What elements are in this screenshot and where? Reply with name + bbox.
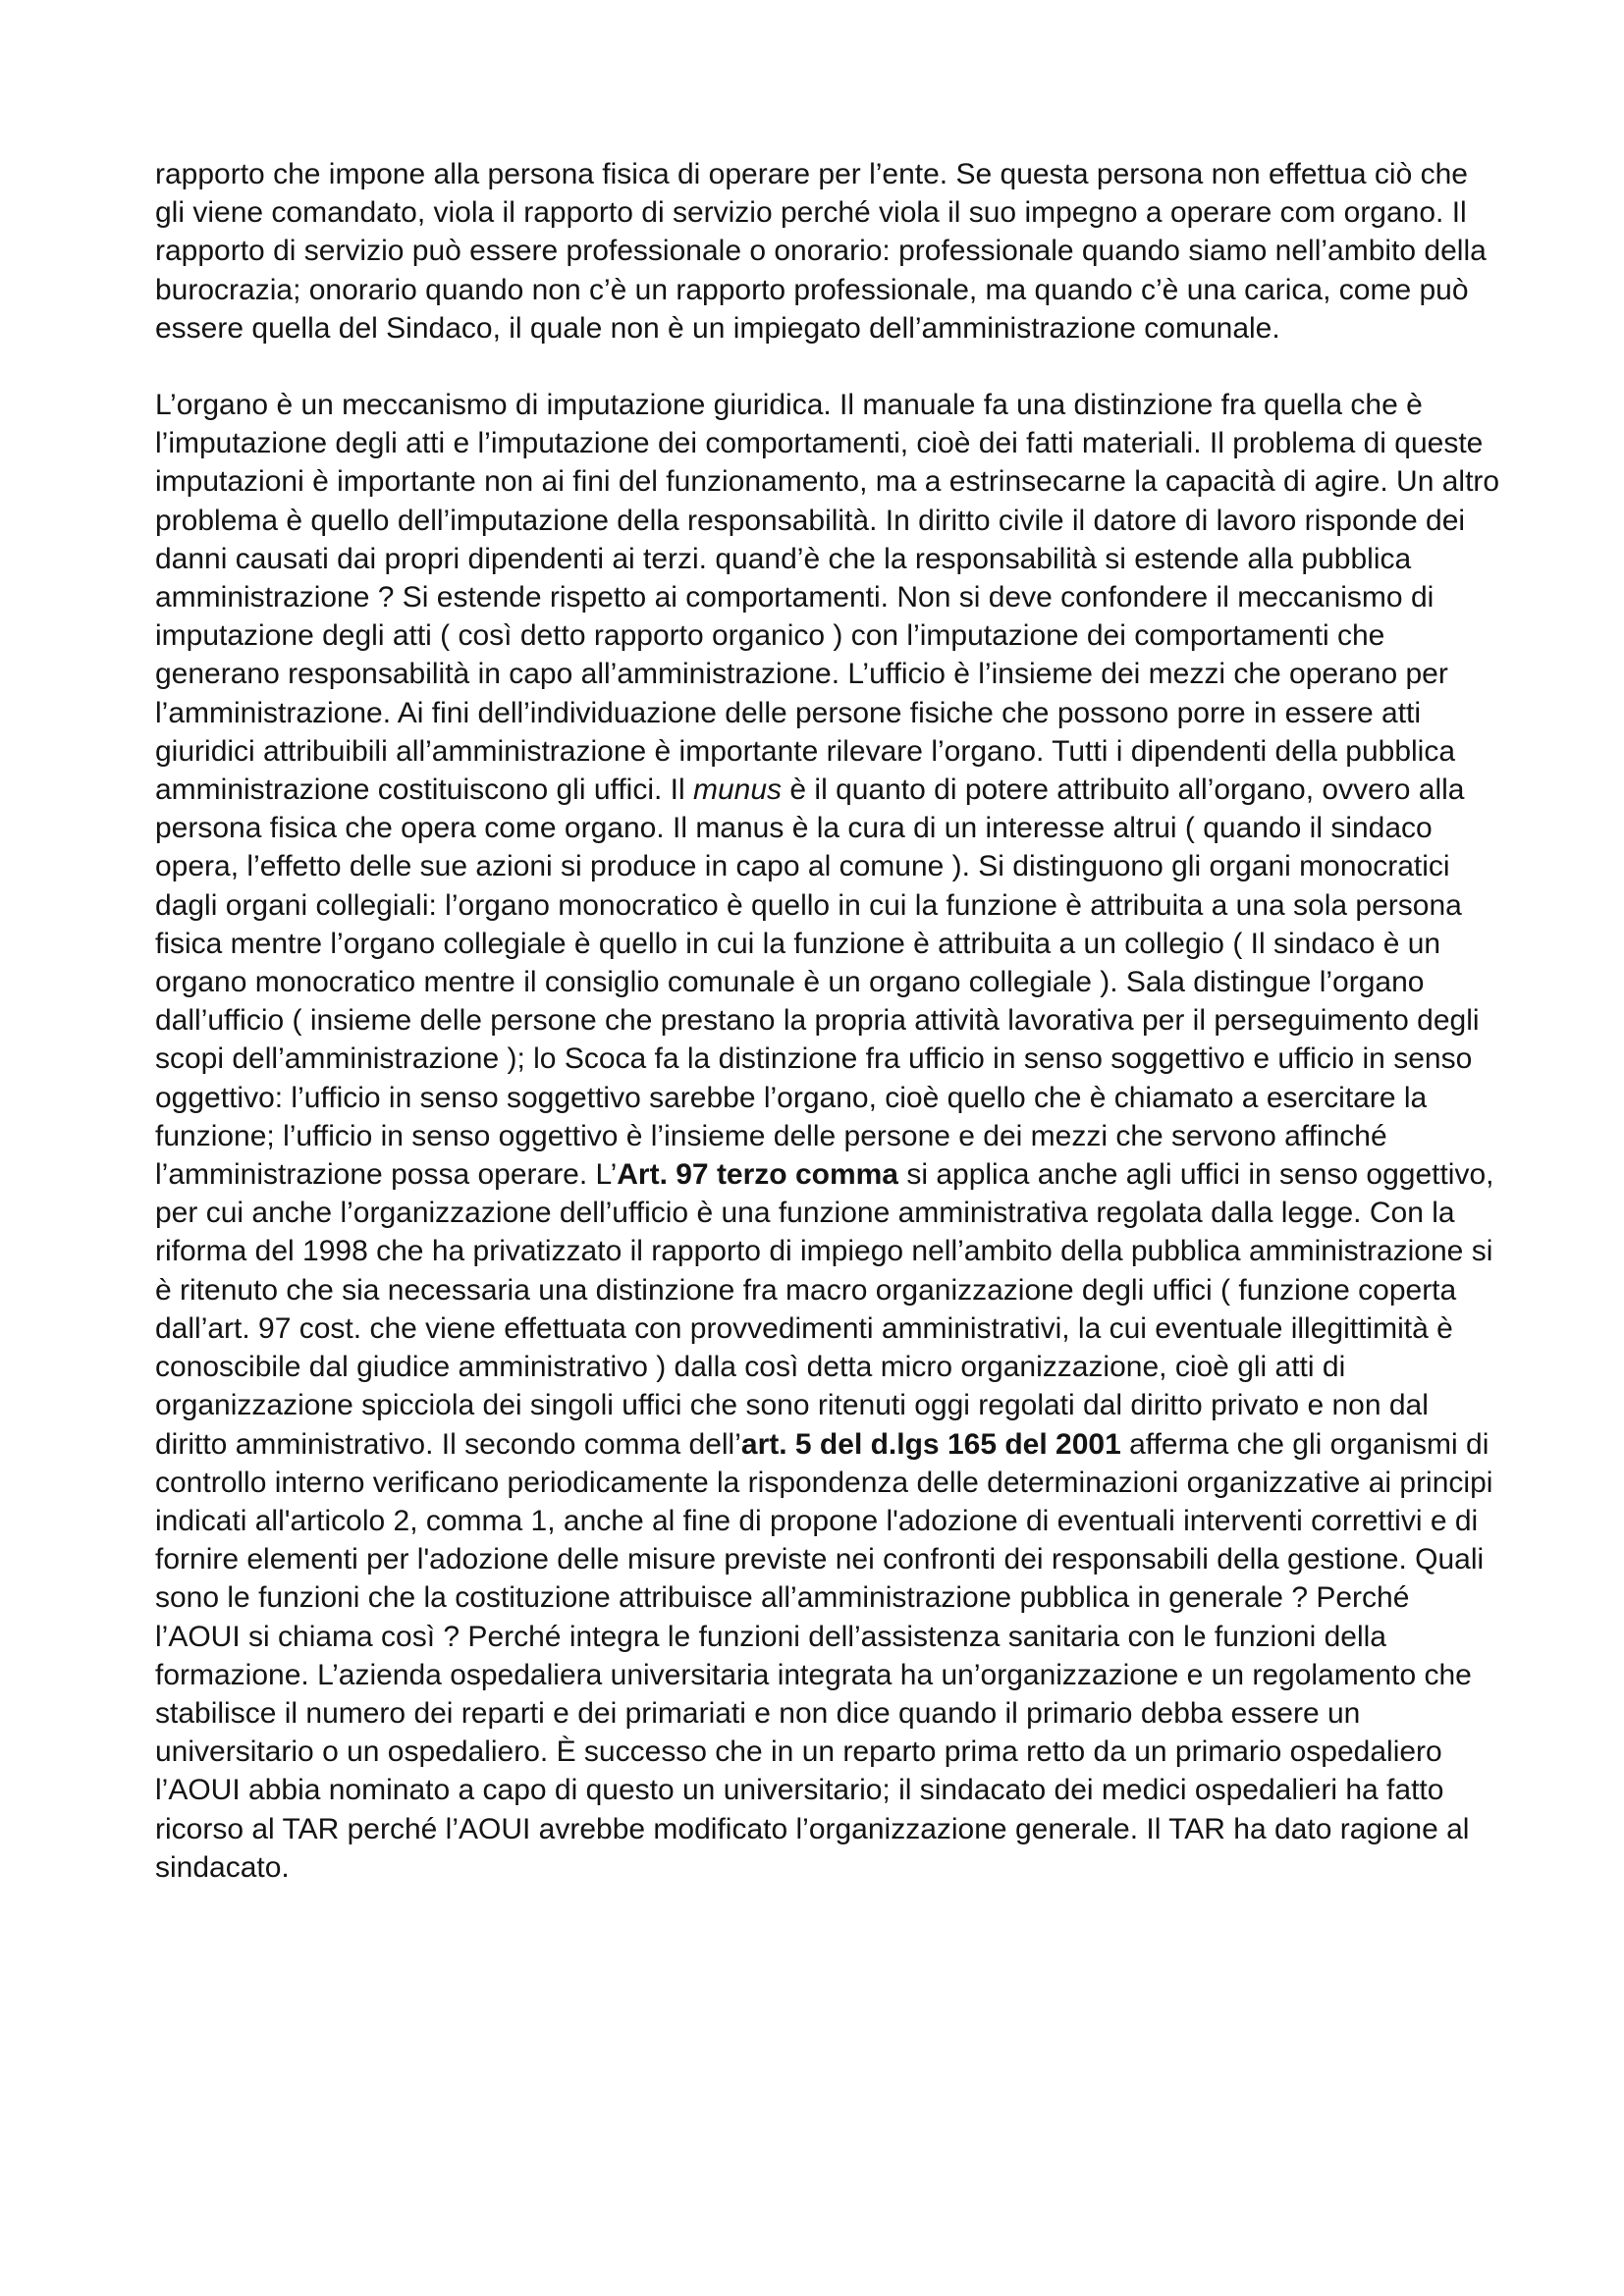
text-segment: L’organo è un meccanismo di imputazione giuridica. Il manuale fa una distinzione fra quella che è l’imputazione degli atti e l’imputazione dei comportamenti, cioè dei fatti materiali. Il problema di queste imputazioni è importante non ai fini del funzionamento, ma a estrinsecarne la capacità di agire. Un altro problema è quello dell’imputazione della responsabilità. In diritto civile il datore di lavoro risponde dei danni causati dai propri dipendenti ai terzi. quand’è che la responsabilità si estende alla pubblica amministrazione ? Si estende rispetto ai comportamenti. Non si deve confondere il meccanismo di imputazione degli atti ( così detto rapporto organico ) con l’imputazione dei comportamenti che generano responsabilità in capo all’amministrazione. L’ufficio è l’insieme dei mezzi che operano per l’amministrazione. Ai fini dell’individuazione delle persone fisiche che possono porre in essere atti giuridici attribuibili all’amministrazione è importante rilevare l’organo. Tutti i dipendenti della pubblica amministrazione costituiscono gli uffici. Il	[155, 389, 1500, 807]
italic-term-munus: munus	[693, 774, 783, 807]
bold-reference-art-97: Art. 97 terzo comma	[617, 1158, 898, 1192]
paragraph-organo	[155, 386, 1502, 1887]
text-segment: si applica anche agli uffici in senso oggettivo, per cui anche l’organizzazione dell’ufficio è una funzione amministrativa regolata dalla legge. Con la riforma del 1998 che ha privatizzato il rapporto di impiego nell’ambito della pubblica amministrazione si è ritenuto che sia necessaria una distinzione fra macro organizzazione degli uffici ( funzione coperta dall’art. 97 cost. che viene effettuata con provvedimenti amministrativi, la cui eventuale illegittimità è conoscibile dal giudice amministrativo ) dalla così detta micro organizzazione, cioè gli atti di organizzazione spicciola dei singoli uffici che sono ritenuti oggi regolati dal diritto privato e non dal diritto amministrativo. Il secondo comma dell’	[155, 1158, 1494, 1461]
document-page	[155, 155, 1502, 1887]
text-segment: afferma che gli organismi di controllo interno verificano periodicamente la rispondenza delle determinazioni organizzative ai principi indicati all'articolo 2, comma 1, anche al fine di propone l'adozione di eventuali interventi correttivi e di fornire elementi per l'adozione delle misure previste nei confronti dei responsabili della gestione. Quali sono le funzioni che la costituzione attribuisce all’amministrazione pubblica in generale ? Perché l’AOUI si chiama così ? Perché integra le funzioni dell’assistenza sanitaria con le funzioni della formazione. L’azienda ospedaliera universitaria integrata ha un’organizzazione e un regolamento che stabilisce il numero dei reparti e dei primariati e non dice quando il primario debba essere un universitario o un ospedaliero. È successo che in un reparto prima retto da un primario ospedaliero l’AOUI abbia nominato a capo di questo un universitario; il sindacato dei medici ospedalieri ha fatto ricorso al TAR perché l’AOUI avrebbe modificato l’organizzazione generale. Il TAR ha dato ragione al sindacato.	[155, 1427, 1493, 1884]
text-segment: è il quanto di potere attribuito all’organo, ovvero alla persona fisica che opera come organo. Il manus è la cura di un interesse altrui ( quando il sindaco opera, l’effetto delle sue azioni si produce in capo al comune ). Si distinguono gli organi monocratici dagli organi collegiali: l’organo monocratico è quello in cui la funzione è attribuita a una sola persona fisica mentre l’organo collegiale è quello in cui la funzione è attribuita a un collegio ( Il sindaco è un organo monocratico mentre il consiglio comunale è un organo collegiale ). Sala distingue l’organo dall’ufficio ( insieme delle persone che prestano la propria attività lavorativa per il perseguimento degli scopi dell’amministrazione ); lo Scoca fa la distinzione fra ufficio in senso soggettivo e ufficio in senso oggettivo: l’ufficio in senso soggettivo sarebbe l’organo, cioè quello che è chiamato a esercitare la funzione; l’ufficio in senso oggettivo è l’insieme delle persone e dei mezzi che servono affinché l’amministrazione possa operare. L’	[155, 774, 1480, 1192]
bold-reference-art-5: art. 5 del d.lgs 165 del 2001	[740, 1427, 1121, 1461]
paragraph-continuation: rapporto che impone alla persona fisica di operare per l’ente. Se questa persona non effettua ciò che gli viene comandato, viola il rapporto di servizio perché viola il suo impegno a operare com organo. Il rapporto di servizio può essere professionale o onorario: professionale quando siamo nell’ambito della burocrazia; onorario quando non c’è un rapporto professionale, ma quando c’è una carica, come può essere quella del Sindaco, il quale non è un impiegato dell’amministrazione comunale.	[155, 158, 1487, 345]
